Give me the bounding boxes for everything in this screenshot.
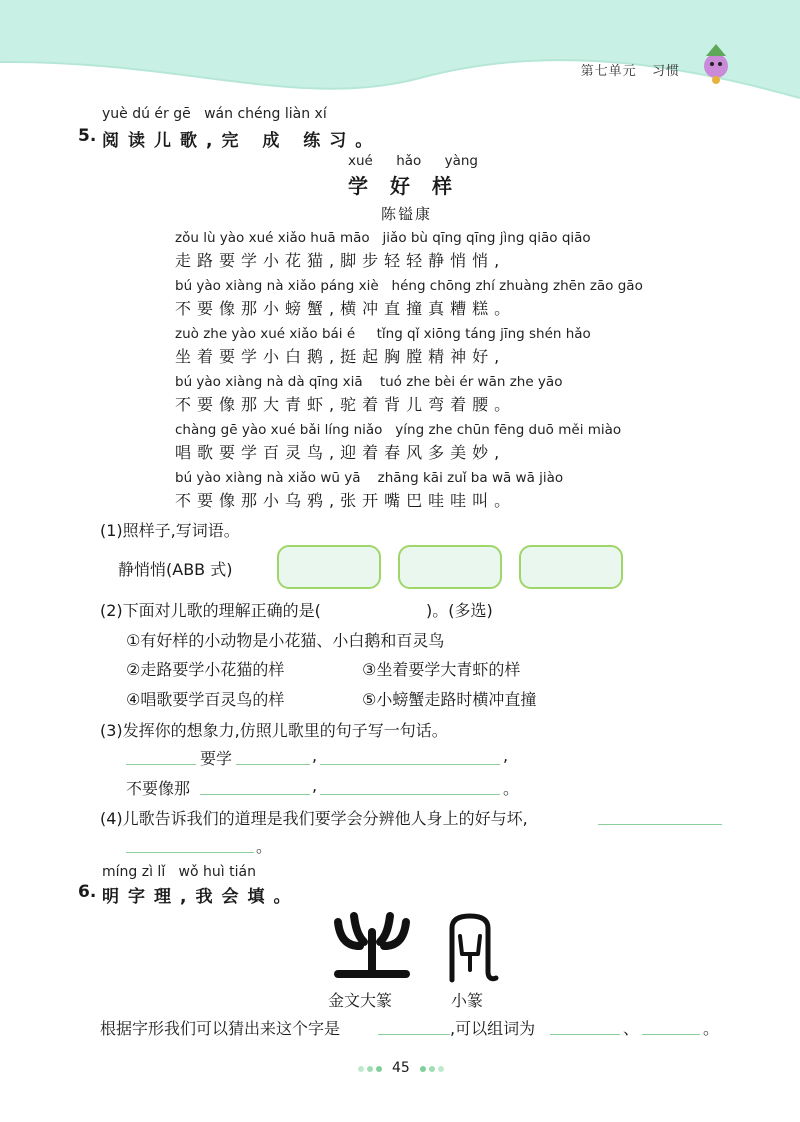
sub2-option-3[interactable]: ③坐着要学大青虾的样 [362,660,521,679]
footer-dot [420,1066,426,1072]
q6-number: 6. [78,882,97,902]
poem-pinyin-4: bú yào xiàng nà dà qīng xiā tuó zhe bèi ér wān zhe yāo [175,374,563,390]
poem-pinyin-1: zǒu lù yào xué xiǎo huā māo jiǎo bù qīng qīng jìng qiāo qiāo [175,230,591,246]
sub3-want: 要学 [200,749,233,768]
sub2-option-5[interactable]: ⑤小螃蟹走路时横冲直撞 [362,690,537,709]
sub2-option-1[interactable]: ①有好样的小动物是小花猫、小白鹅和百灵鸟 [126,631,445,650]
sub3-blank-desc2[interactable] [320,794,500,795]
q6-pinyin: míng zì lǐ wǒ huì tián [102,864,256,880]
sub4-end: 。 [256,837,273,856]
page-header [0,0,800,110]
q6-blank-word1[interactable] [550,1034,620,1035]
sub3-comma-1: , [312,746,318,765]
sub2-label-end: )。(多选) [426,601,493,620]
sub2-option-2[interactable]: ②走路要学小花猫的样 [126,660,285,679]
q6-blank-char[interactable] [378,1034,450,1035]
footer-dot [429,1066,435,1072]
header-wave [0,0,800,110]
sub3-label: (3)发挥你的想象力,仿照儿歌里的句子写一句话。 [100,721,448,740]
footer-dot [376,1066,382,1072]
sub3-blank-want[interactable] [236,764,310,765]
q5-number: 5. [78,126,97,146]
sub1-example: 静悄悄(ABB 式) [118,560,233,579]
sub3-blank-dont[interactable] [200,794,310,795]
q6-blank-word2[interactable] [642,1034,700,1035]
q6-sep: 、 [623,1019,640,1038]
sub2-option-4[interactable]: ④唱歌要学百灵鸟的样 [126,690,285,709]
mascot-icon [696,44,736,84]
topic-label: 习惯 [651,64,680,79]
sub3-blank-animal[interactable] [126,764,196,765]
poem-pinyin-2: bú yào xiàng nà xiǎo páng xiè héng chōng zhí zhuàng zhēn zāo gāo [175,278,643,294]
sub3-blank-desc1[interactable] [320,764,500,765]
pinyin-hao: hǎo [396,153,422,169]
poem-line-2: 不要像那小螃蟹,横冲直撞真糟糕。 [175,299,517,318]
sub1-label: (1)照样子,写词语。 [100,521,240,540]
q6-end: 。 [703,1019,720,1038]
poem-line-3: 坐着要学小白鹅,挺起胸膛精神好, [175,347,506,366]
q6-title: 明字理,我会填。 [102,887,300,907]
poem-line-1: 走路要学小花猫,脚步轻轻静悄悄, [175,251,506,270]
poem-title: 学好样 [348,174,474,198]
footer-dot [367,1066,373,1072]
poem-pinyin-3: zuò zhe yào xué xiǎo bái é tǐng qǐ xiōng táng jīng shén hǎo [175,326,591,342]
poem-author: 陈镒康 [381,205,433,223]
poem-line-6: 不要像那小乌鸦,张开嘴巴哇哇叫。 [175,491,517,510]
pinyin-xue: xué [348,153,373,169]
sub2-label: (2)下面对儿歌的理解正确的是( [100,601,321,620]
footer-dot [358,1066,364,1072]
footer-dot [438,1066,444,1072]
answer-box-2[interactable] [398,545,502,589]
pinyin-yang: yàng [444,153,478,169]
sub4-blank-2[interactable] [126,852,254,853]
unit-label: 第七单元 [580,64,637,79]
glyph1-caption: 金文大篆 [328,991,393,1010]
small-seal-glyph [440,912,500,984]
poem-line-4: 不要像那大青虾,驼着背儿弯着腰。 [175,395,517,414]
sub3-comma-3: , [312,776,318,795]
page-number: 45 [392,1060,410,1076]
poem-pinyin-5: chàng gē yào xué bǎi líng niǎo yíng zhe chūn fēng duō měi miào [175,422,622,438]
q6-mid: ,可以组词为 [450,1019,536,1038]
q5-pinyin: yuè dú ér gē wán chéng liàn xí [102,106,327,122]
sub4-label: (4)儿歌告诉我们的道理是我们要学会分辨他人身上的好与坏, [100,809,528,828]
sub3-dont: 不要像那 [126,779,191,798]
answer-box-1[interactable] [277,545,381,589]
q6-question: 根据字形我们可以猜出来这个字是 [100,1019,341,1038]
sub3-comma-2: , [503,746,509,765]
answer-box-3[interactable] [519,545,623,589]
sub4-blank-1[interactable] [598,824,722,825]
q5-title: 阅读儿歌,完 成 练习。 [102,131,382,151]
poem-title-pinyin [348,153,478,169]
poem-line-5: 唱歌要学百灵鸟,迎着春风多美妙, [175,443,506,462]
header-label [581,60,680,79]
poem-pinyin-6: bú yào xiàng nà xiǎo wū yā zhāng kāi zuǐ ba wā wā jiào [175,470,564,486]
glyph2-caption: 小篆 [451,991,484,1010]
sub3-period: 。 [503,779,520,798]
bronze-script-glyph [330,912,414,984]
